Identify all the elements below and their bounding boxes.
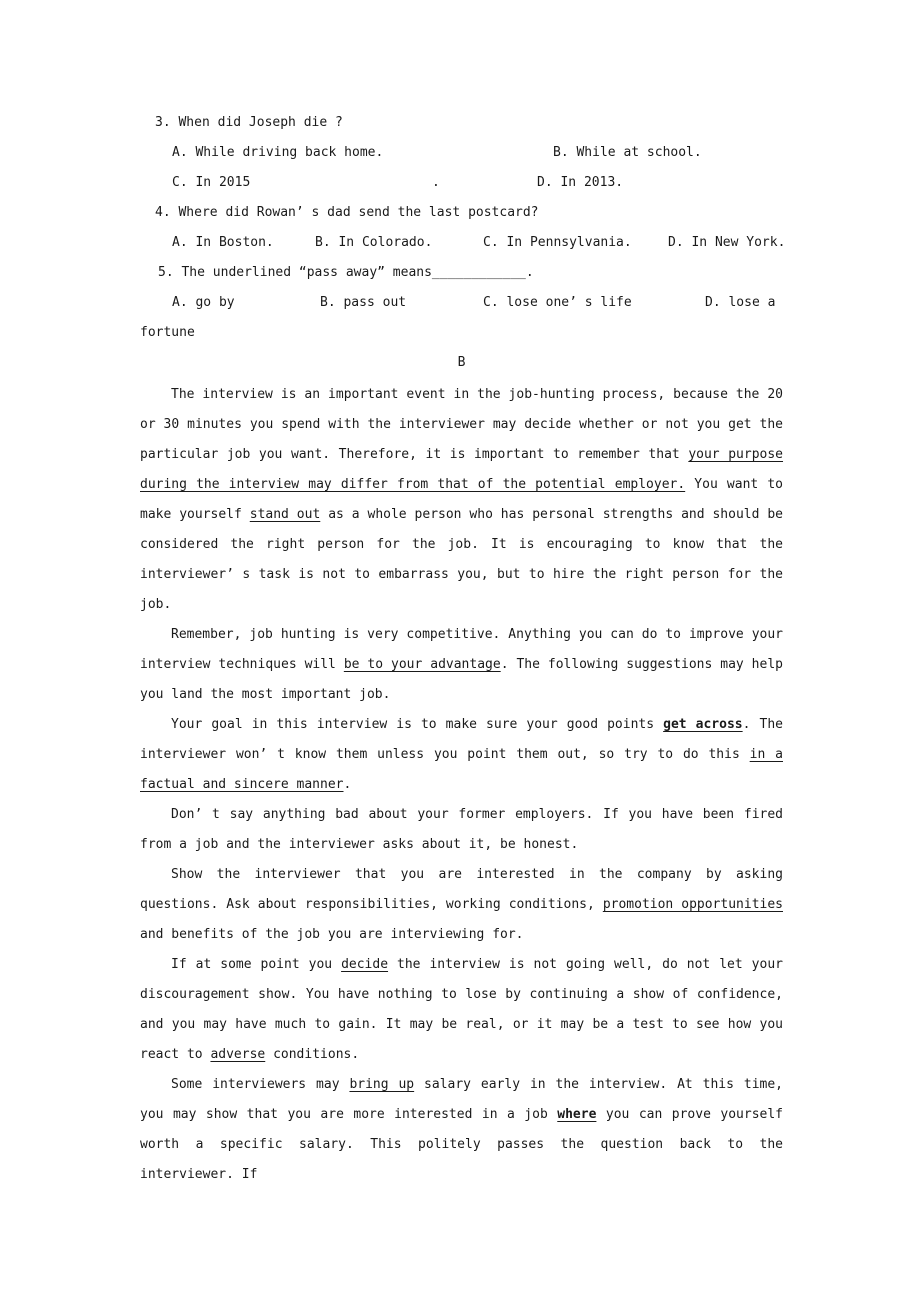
question-text: A. In Boston. xyxy=(172,235,274,250)
passage-paragraph xyxy=(140,710,783,800)
text-segment: Your goal in this interview is to make sure your good points xyxy=(171,717,664,732)
text-segment: . The interviewer won’ t know them unless you point them out, so try to do this xyxy=(140,717,783,762)
underlined-phrase: where xyxy=(557,1107,597,1122)
question-text: C. In 2015 xyxy=(172,175,251,190)
question-line xyxy=(140,318,783,348)
text-segment: . The following suggestions may help you land the most important job. xyxy=(140,657,783,702)
questions-block xyxy=(140,108,786,348)
passage-paragraph xyxy=(140,860,783,950)
question-text: 3. When did Joseph die ? xyxy=(155,115,343,130)
question-text: fortune xyxy=(140,325,195,340)
question-text: 4. Where did Rowan’ s dad send the last postcard? xyxy=(155,205,539,220)
question-text: B. While at school. xyxy=(553,145,702,160)
question-text: C. lose one’ s life xyxy=(483,295,632,310)
question-line xyxy=(140,168,783,198)
underlined-phrase: stand out xyxy=(249,507,321,522)
passage-paragraph xyxy=(140,620,783,710)
text-segment: and benefits of the job you are interviewing for. xyxy=(140,927,524,942)
question-line xyxy=(140,228,786,258)
reading-passage xyxy=(140,380,783,1190)
text-segment: If at some point you xyxy=(171,957,342,972)
question-line xyxy=(140,258,783,288)
question-text: . xyxy=(432,175,440,190)
text-segment: the interview is not going well, do not let your discouragement show. You have nothing to lose by continuing a show of confidence, and you may have much to gain. It may be real, or it may be a test to see how you react to xyxy=(140,957,783,1062)
passage-paragraph xyxy=(140,1070,783,1190)
question-text: D. In 2013. xyxy=(537,175,624,190)
question-text: 5. The underlined “pass away” means____________. xyxy=(158,265,534,280)
text-segment: you can prove yourself worth a specific salary. This politely passes the question back to the interviewer. If xyxy=(140,1107,783,1182)
passage-paragraph xyxy=(140,950,783,1070)
text-segment: Remember, job hunting is very competitive. Anything you can do to improve your interview techniques will xyxy=(140,627,783,672)
text-segment: Don’ t say anything bad about your former employers. If you have been fired from a job and the interviewer asks about it, be honest. xyxy=(140,807,783,852)
question-text: C. In Pennsylvania. xyxy=(483,235,632,250)
question-text: B. pass out xyxy=(320,295,407,310)
question-line xyxy=(140,138,783,168)
underlined-phrase: your purpose during the interview may differ from that of the potential employer. xyxy=(140,447,784,492)
text-segment: as a whole person who has personal strengths and should be considered the right person for the job. It is encouraging to know that the interviewer’ s task is not to embarrass you, but to hire the right person for the job. xyxy=(140,507,783,612)
question-line xyxy=(140,108,783,138)
question-text: D. In New York. xyxy=(668,235,786,250)
text-segment: The interview is an important event in the job-hunting process, because the 20 or 30 minutes you spend with the interviewer may decide whether or not you get the particular job you want. Therefore, it is important to remember that xyxy=(140,387,783,462)
question-text: D. lose a xyxy=(705,295,776,310)
question-text: A. go by xyxy=(172,295,235,310)
underlined-phrase: promotion opportunities xyxy=(602,897,783,912)
underlined-phrase: in a factual and sincere manner xyxy=(140,747,783,792)
passage-paragraph xyxy=(140,800,783,860)
question-line xyxy=(140,288,783,318)
text-segment: Some interviewers may xyxy=(171,1077,350,1092)
text-segment: salary early in the interview. At this time, you may show that you are more interested in a job xyxy=(140,1077,783,1122)
underlined-phrase: adverse xyxy=(210,1047,266,1062)
passage-paragraph xyxy=(140,380,783,620)
text-segment: . xyxy=(343,777,352,792)
question-text: A. While driving back home. xyxy=(172,145,384,160)
section-b-label: B xyxy=(457,355,466,370)
question-line xyxy=(140,198,783,228)
text-segment: Show the interviewer that you are interested in the company by asking questions. Ask about responsibilities, working conditions, xyxy=(140,867,783,912)
text-segment: You want to make yourself xyxy=(140,477,783,522)
text-segment: conditions. xyxy=(265,1047,360,1062)
question-text: B. In Colorado. xyxy=(315,235,433,250)
underlined-phrase: be to your advantage xyxy=(343,657,501,672)
underlined-phrase: decide xyxy=(341,957,389,972)
underlined-phrase: get across xyxy=(663,717,743,732)
underlined-phrase: bring up xyxy=(349,1077,415,1092)
